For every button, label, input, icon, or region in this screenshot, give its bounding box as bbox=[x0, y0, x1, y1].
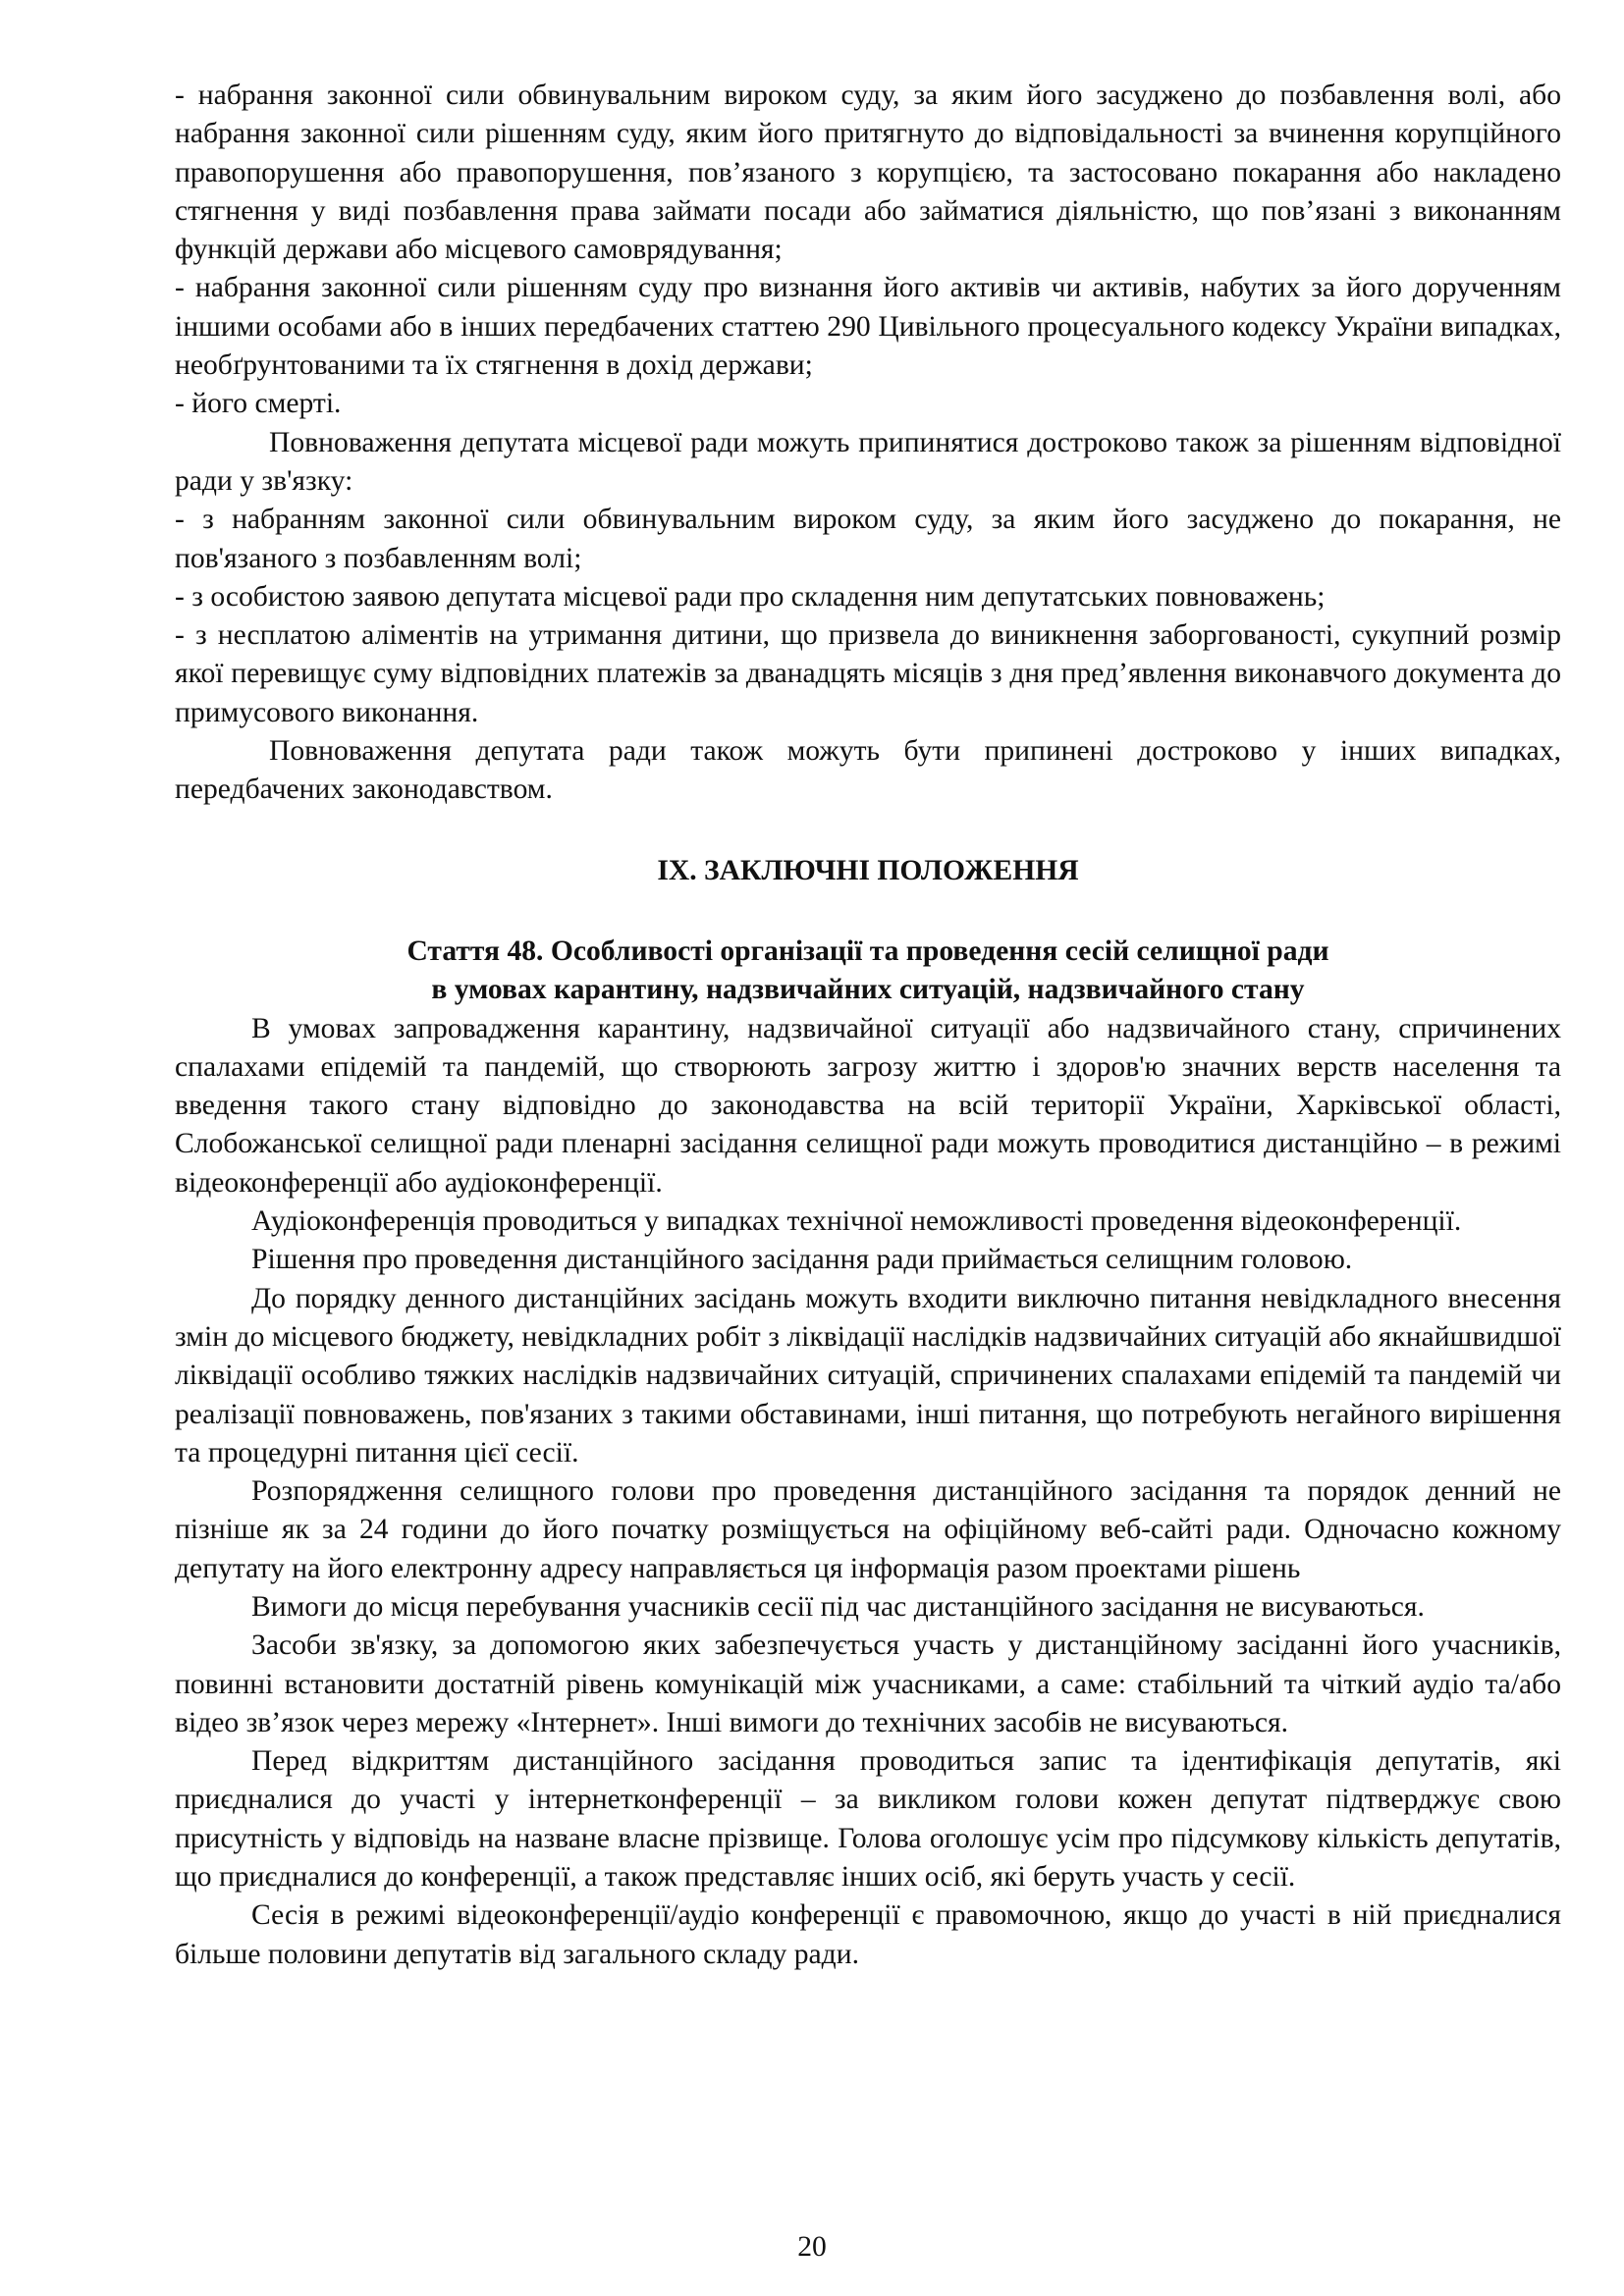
page-number: 20 bbox=[797, 2231, 827, 2263]
paragraph-personal-statement: - з особистою заявою депутата місцевої ради про складення ним депутатських повноважень; bbox=[175, 580, 1326, 613]
paragraph-audioconference: Аудіоконференція проводиться у випадках технічної неможливості проведення відеоконференції. bbox=[251, 1205, 1462, 1238]
paragraph-location-requirements: Вимоги до місця перебування учасників сесії під час дистанційного засідання не висуваються. bbox=[251, 1590, 1425, 1623]
document-page bbox=[175, 77, 1561, 1974]
paragraph-quorum: Сесія в режимі відеоконференції/аудіо конференції є правомочною, якщо до участі в ній приєдналися більше половини депутатів від загального складу ради. bbox=[175, 1899, 1561, 1970]
paragraph-non-custodial: - з набранням законної сили обвинувальним вироком суду, за яким його засуджено до покарання, не пов'язаного з позбавленням волі; bbox=[175, 504, 1561, 574]
paragraph-alimony: - з несплатою аліментів на утримання дитини, що призвела до виникнення заборгованості, сукупний розмір якої перевищує суму відповідних платежів за дванадцять місяців з дня пред’явлення виконавчого документа до примусового виконання. bbox=[175, 619, 1561, 728]
paragraph-death: - його смерті. bbox=[175, 388, 342, 420]
paragraph-communication-means: Засоби зв'язку, за допомогою яких забезпечується участь у дистанційному засіданні його учасників, повинні встановити достатній рівень комунікацій між учасниками, а саме: стабільний та чіткий аудіо та/або відео зв’язок через мережу «Інтернет». Інші вимоги до технічних засобів не висуваються. bbox=[175, 1629, 1561, 1738]
paragraph-decision: Рішення про проведення дистанційного засідання ради приймається селищним головою. bbox=[251, 1244, 1353, 1276]
paragraph-assets: - набрання законної сили рішенням суду про визнання його активів чи активів, набутих за його дорученням іншими особами або в інших передбачених статтею 290 Цивільного процесуального кодексу України випадках, необґрунтованими та їх стягнення в дохід держави; bbox=[175, 272, 1561, 382]
section-title: IX. ЗАКЛЮЧНІ ПОЛОЖЕННЯ bbox=[657, 854, 1079, 886]
paragraph-quarantine: В умовах запровадження карантину, надзвичайної ситуації або надзвичайного стану, спричинених спалахами епідемій та пандемій, що створюють загрозу життю і здоров'ю значних верств населення та введення такого стану відповідно до законодавства на всій території України, Харківської області, Слобожанської селищної ради пленарні засідання селищної ради можуть проводитися дистанційно – в режимі відеоконференції або аудіоконференції. bbox=[175, 1012, 1561, 1199]
paragraph-order-publication: Розпорядження селищного голови про проведення дистанційного засідання та порядок денний не пізніше як за 24 години до його початку розміщується на офіційному веб-сайті ради. Одночасно кожному депутату на його електронну адресу направляється ця інформація разом проектами рішень bbox=[175, 1475, 1561, 1584]
paragraph-agenda: До порядку денного дистанційних засідань можуть входити виключно питання невідкладного внесення змін до місцевого бюджету, невідкладних робіт з ліквідації наслідків надзвичайних ситуацій або якнайшвидшої ліквідації особливо тяжких наслідків надзвичайних ситуацій, спричинених спалахами епідемій та пандемій чи реалізації повноважень, пов'язаних з такими обставинами, інші питання, що потребують негайного вирішення та процедурні питання цієї сесії. bbox=[175, 1282, 1561, 1468]
paragraph-conviction: - набрання законної сили обвинувальним вироком суду, за яким його засуджено до позбавлення волі, або набрання законної сили рішенням суду, яким його притягнуто до відповідальності за вчинення корупційного правопорушення або правопорушення, пов’язаного з корупцією, та застосовано покарання або накладено стягнення у виді позбавлення права займати посади або займатися діяльністю, що пов’язані з виконанням функцій держави або місцевого самоврядування; bbox=[175, 80, 1561, 266]
paragraph-identification: Перед відкриттям дистанційного засідання проводиться запис та ідентифікація депутатів, які приєдналися до участі у інтернетконференції – за викликом голови кожен депутат підтверджує свою присутність у відповідь на назване власне прізвище. Голова оголошує усім про підсумкову кількість депутатів, що приєдналися до конференції, а також представляє інших осіб, які беруть участь у сесії. bbox=[175, 1745, 1561, 1894]
paragraph-early-termination: Повноваження депутата місцевої ради можуть припинятися достроково також за рішенням відповідної ради у зв'язку: bbox=[175, 426, 1561, 497]
article-title-line-2: в умовах карантину, надзвичайних ситуацій, надзвичайного стану bbox=[431, 974, 1305, 1006]
article-title-line-1: Стаття 48. Особливості організації та проведення сесій селищної ради bbox=[406, 934, 1329, 967]
paragraph-other-cases: Повноваження депутата ради також можуть бути припинені достроково у інших випадках, передбачених законодавством. bbox=[175, 735, 1561, 806]
